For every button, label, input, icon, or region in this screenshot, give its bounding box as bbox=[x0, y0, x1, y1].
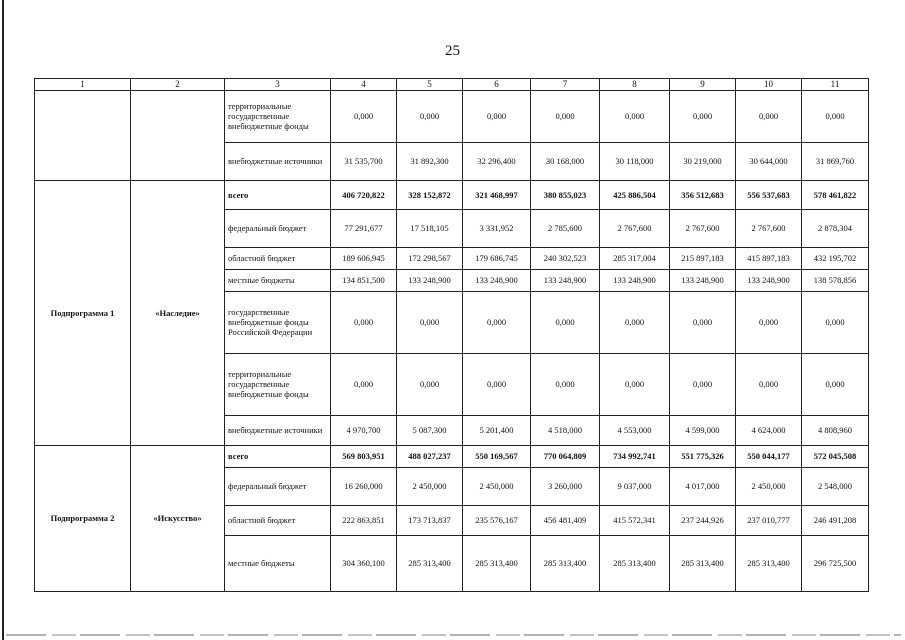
value-cell: 5 087,300 bbox=[397, 415, 463, 445]
value-cell: 133 248,900 bbox=[600, 269, 670, 291]
value-cell: 0,000 bbox=[463, 90, 531, 142]
value-cell: 432 195,702 bbox=[802, 247, 869, 269]
value-cell: 133 248,900 bbox=[463, 269, 531, 291]
value-cell: 285 313,400 bbox=[397, 535, 463, 591]
row-label: всего bbox=[225, 445, 331, 467]
value-cell: 0,000 bbox=[531, 291, 600, 353]
value-cell: 0,000 bbox=[736, 291, 802, 353]
value-cell: 0,000 bbox=[331, 353, 397, 415]
col-header: 3 bbox=[225, 79, 331, 91]
value-cell: 30 168,000 bbox=[531, 142, 600, 180]
value-cell: 9 037,000 bbox=[600, 467, 670, 505]
value-cell: 2 767,600 bbox=[736, 209, 802, 247]
col-header: 2 bbox=[131, 79, 225, 91]
title-cell-empty bbox=[131, 90, 225, 180]
row-label: территориальные государственные внебюджетные фонды bbox=[225, 90, 331, 142]
col-header: 11 bbox=[802, 79, 869, 91]
value-cell: 415 897,183 bbox=[736, 247, 802, 269]
col-header: 5 bbox=[397, 79, 463, 91]
row-label: областной бюджет bbox=[225, 247, 331, 269]
value-cell: 0,000 bbox=[531, 353, 600, 415]
value-cell: 31 535,700 bbox=[331, 142, 397, 180]
value-cell: 572 045,508 bbox=[802, 445, 869, 467]
value-cell: 2 785,600 bbox=[531, 209, 600, 247]
value-cell: 551 775,326 bbox=[670, 445, 736, 467]
value-cell: 770 064,809 bbox=[531, 445, 600, 467]
value-cell: 569 803,951 bbox=[331, 445, 397, 467]
value-cell: 237 010,777 bbox=[736, 505, 802, 535]
value-cell: 0,000 bbox=[463, 291, 531, 353]
value-cell: 0,000 bbox=[736, 353, 802, 415]
value-cell: 235 576,167 bbox=[463, 505, 531, 535]
value-cell: 0,000 bbox=[600, 353, 670, 415]
row-label: государственные внебюджетные фонды Российской Федерации bbox=[225, 291, 331, 353]
value-cell: 31 869,760 bbox=[802, 142, 869, 180]
value-cell: 4 518,000 bbox=[531, 415, 600, 445]
table-row bbox=[35, 445, 869, 467]
value-cell: 0,000 bbox=[397, 90, 463, 142]
value-cell: 285 313,400 bbox=[463, 535, 531, 591]
row-label: федеральный бюджет bbox=[225, 209, 331, 247]
col-header: 8 bbox=[600, 79, 670, 91]
value-cell: 556 537,683 bbox=[736, 180, 802, 209]
value-cell: 328 152,872 bbox=[397, 180, 463, 209]
value-cell: 133 248,900 bbox=[531, 269, 600, 291]
row-label: всего bbox=[225, 180, 331, 209]
program-title: «Искусство» bbox=[131, 445, 225, 591]
value-cell: 133 248,900 bbox=[736, 269, 802, 291]
value-cell: 285 313,400 bbox=[531, 535, 600, 591]
value-cell: 0,000 bbox=[331, 291, 397, 353]
value-cell: 5 201,400 bbox=[463, 415, 531, 445]
value-cell: 356 512,683 bbox=[670, 180, 736, 209]
value-cell: 550 169,567 bbox=[463, 445, 531, 467]
row-label: местные бюджеты bbox=[225, 535, 331, 591]
value-cell: 30 644,000 bbox=[736, 142, 802, 180]
value-cell: 406 720,822 bbox=[331, 180, 397, 209]
value-cell: 3 260,000 bbox=[531, 467, 600, 505]
value-cell: 0,000 bbox=[463, 353, 531, 415]
value-cell: 2 878,304 bbox=[802, 209, 869, 247]
value-cell: 578 461,822 bbox=[802, 180, 869, 209]
value-cell: 30 118,000 bbox=[600, 142, 670, 180]
row-label: территориальные государственные внебюджетные фонды bbox=[225, 353, 331, 415]
col-header: 9 bbox=[670, 79, 736, 91]
value-cell: 285 313,400 bbox=[600, 535, 670, 591]
value-cell: 30 219,000 bbox=[670, 142, 736, 180]
value-cell: 0,000 bbox=[802, 353, 869, 415]
value-cell: 0,000 bbox=[600, 291, 670, 353]
value-cell: 32 296,400 bbox=[463, 142, 531, 180]
value-cell: 2 450,000 bbox=[397, 467, 463, 505]
scan-artifact-rule bbox=[6, 634, 901, 636]
value-cell: 2 767,600 bbox=[600, 209, 670, 247]
col-header: 7 bbox=[531, 79, 600, 91]
value-cell: 456 481,409 bbox=[531, 505, 600, 535]
value-cell: 4 553,000 bbox=[600, 415, 670, 445]
value-cell: 0,000 bbox=[670, 291, 736, 353]
value-cell: 2 767,600 bbox=[670, 209, 736, 247]
value-cell: 0,000 bbox=[736, 90, 802, 142]
value-cell: 2 450,000 bbox=[463, 467, 531, 505]
value-cell: 237 244,926 bbox=[670, 505, 736, 535]
value-cell: 0,000 bbox=[670, 353, 736, 415]
value-cell: 133 248,900 bbox=[670, 269, 736, 291]
page-number: 25 bbox=[445, 43, 460, 59]
budget-table bbox=[34, 78, 869, 592]
program-name: Подпрограмма 1 bbox=[35, 180, 131, 445]
value-cell: 321 468,997 bbox=[463, 180, 531, 209]
value-cell: 3 331,952 bbox=[463, 209, 531, 247]
col-header: 4 bbox=[331, 79, 397, 91]
value-cell: 189 606,945 bbox=[331, 247, 397, 269]
value-cell: 2 548,000 bbox=[802, 467, 869, 505]
value-cell: 415 572,341 bbox=[600, 505, 670, 535]
value-cell: 172 298,567 bbox=[397, 247, 463, 269]
value-cell: 4 970,700 bbox=[331, 415, 397, 445]
value-cell: 4 017,000 bbox=[670, 467, 736, 505]
program-name: Подпрограмма 2 bbox=[35, 445, 131, 591]
value-cell: 4 599,000 bbox=[670, 415, 736, 445]
value-cell: 215 897,183 bbox=[670, 247, 736, 269]
value-cell: 31 892,300 bbox=[397, 142, 463, 180]
value-cell: 138 578,856 bbox=[802, 269, 869, 291]
value-cell: 77 291,677 bbox=[331, 209, 397, 247]
value-cell: 0,000 bbox=[531, 90, 600, 142]
value-cell: 488 027,237 bbox=[397, 445, 463, 467]
value-cell: 2 450,000 bbox=[736, 467, 802, 505]
value-cell: 222 863,851 bbox=[331, 505, 397, 535]
col-header: 1 bbox=[35, 79, 131, 91]
value-cell: 17 518,105 bbox=[397, 209, 463, 247]
value-cell: 0,000 bbox=[397, 353, 463, 415]
value-cell: 380 855,023 bbox=[531, 180, 600, 209]
program-cell-empty bbox=[35, 90, 131, 180]
value-cell: 285 313,400 bbox=[670, 535, 736, 591]
value-cell: 240 302,523 bbox=[531, 247, 600, 269]
value-cell: 4 808,960 bbox=[802, 415, 869, 445]
value-cell: 0,000 bbox=[802, 291, 869, 353]
col-header: 10 bbox=[736, 79, 802, 91]
row-label: внебюджетные источники bbox=[225, 142, 331, 180]
row-label: местные бюджеты bbox=[225, 269, 331, 291]
program-title: «Наследие» bbox=[131, 180, 225, 445]
row-label: федеральный бюджет bbox=[225, 467, 331, 505]
value-cell: 285 317,004 bbox=[600, 247, 670, 269]
value-cell: 134 851,500 bbox=[331, 269, 397, 291]
value-cell: 133 248,900 bbox=[397, 269, 463, 291]
value-cell: 425 886,504 bbox=[600, 180, 670, 209]
value-cell: 16 260,000 bbox=[331, 467, 397, 505]
row-label: областной бюджет bbox=[225, 505, 331, 535]
col-header: 6 bbox=[463, 79, 531, 91]
header-row bbox=[35, 79, 869, 91]
value-cell: 179 686,745 bbox=[463, 247, 531, 269]
value-cell: 734 992,741 bbox=[600, 445, 670, 467]
value-cell: 173 713,837 bbox=[397, 505, 463, 535]
value-cell: 296 725,500 bbox=[802, 535, 869, 591]
value-cell: 550 044,177 bbox=[736, 445, 802, 467]
value-cell: 0,000 bbox=[397, 291, 463, 353]
value-cell: 246 491,208 bbox=[802, 505, 869, 535]
value-cell: 0,000 bbox=[600, 90, 670, 142]
value-cell: 285 313,400 bbox=[736, 535, 802, 591]
page-edge bbox=[2, 0, 4, 640]
value-cell: 304 360,100 bbox=[331, 535, 397, 591]
value-cell: 0,000 bbox=[331, 90, 397, 142]
row-label: внебюджетные источники bbox=[225, 415, 331, 445]
table-row bbox=[35, 90, 869, 142]
value-cell: 4 624,000 bbox=[736, 415, 802, 445]
table-row bbox=[35, 180, 869, 209]
value-cell: 0,000 bbox=[670, 90, 736, 142]
value-cell: 0,000 bbox=[802, 90, 869, 142]
